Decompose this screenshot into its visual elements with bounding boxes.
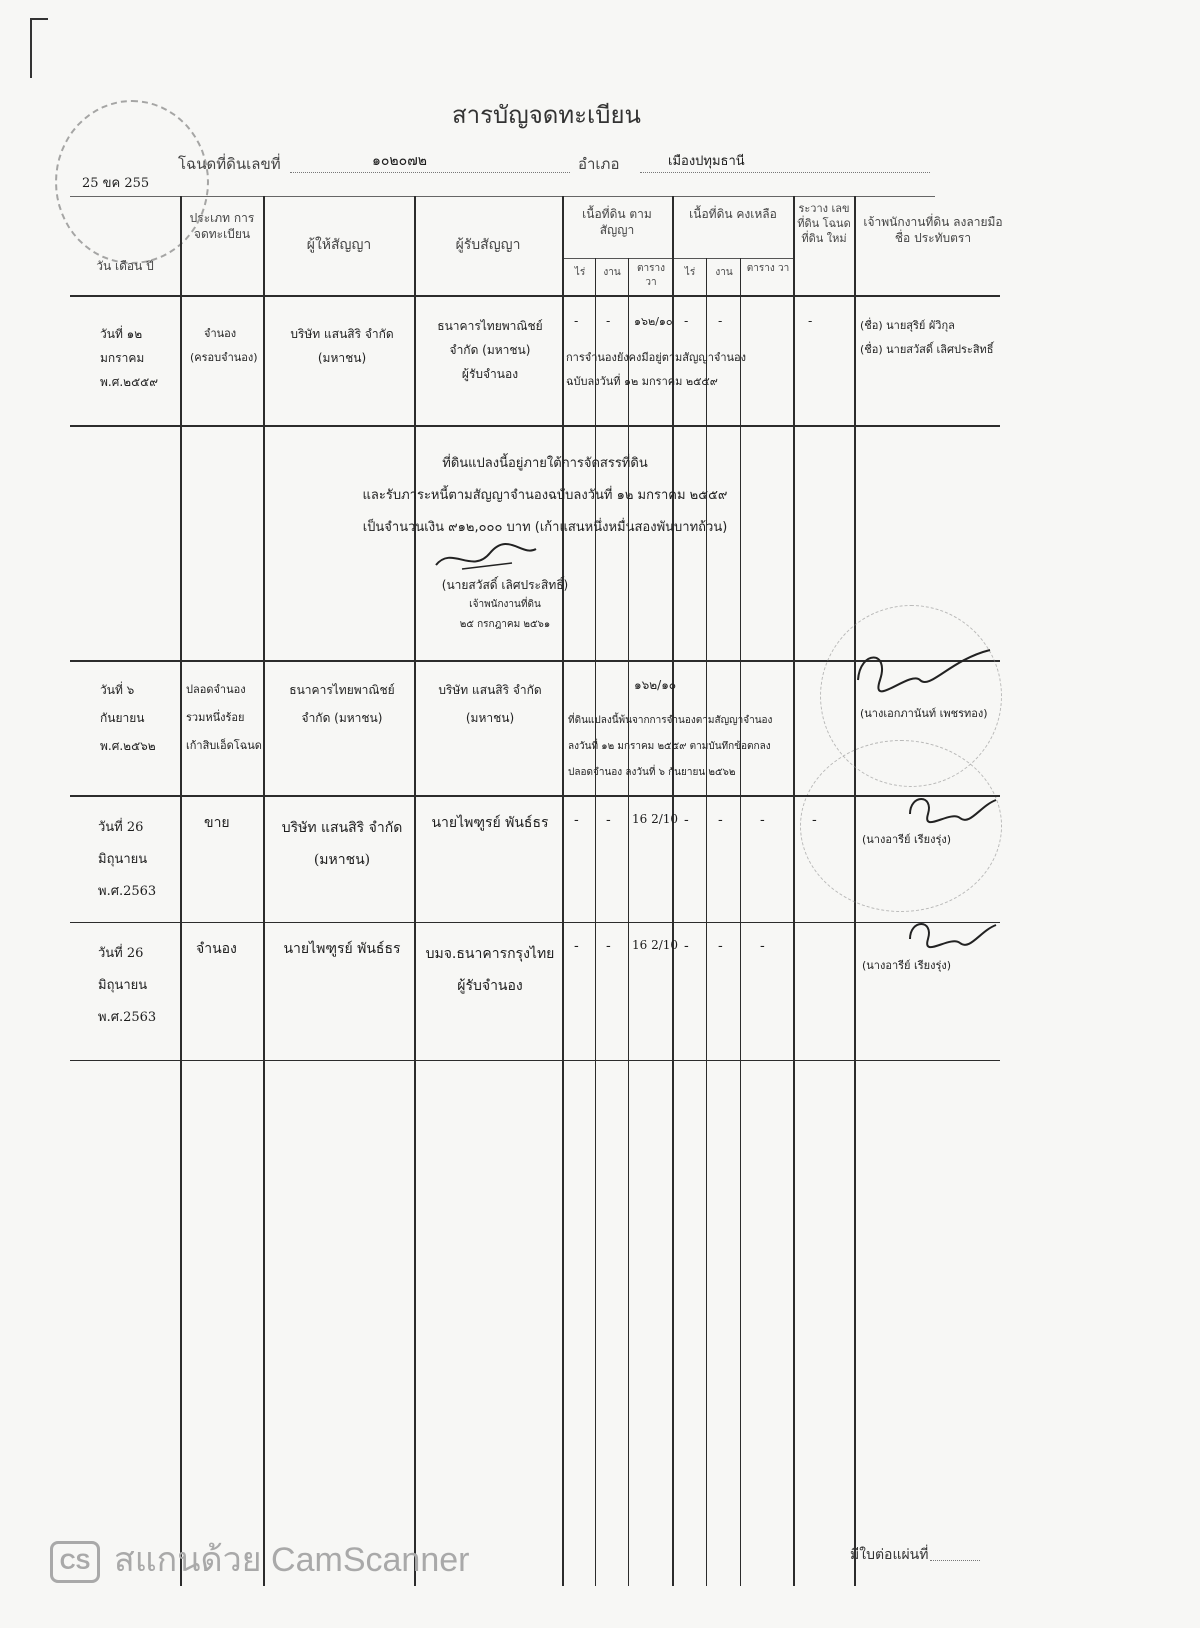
land-office-signatory: (นายสวัสดิ์ เลิศประสิทธิ์) เจ้าพนักงานที่ดิน ๒๕ กรกฎาคม ๒๕๖๑: [441, 578, 569, 630]
area-subheader-line: [562, 258, 794, 259]
entry2-note: ที่ดินแปลงนี้พ้นจากการจำนองตามสัญญาจำนอง ลงวันที่ ๑๒ มกราคม ๒๕๕๙ ตามบันทึกข้อตกลง ปลอดจำนอง ลงวันที่ ๖ กันยายน ๒๕๖๒: [568, 715, 773, 778]
page-title: สารบัญจดทะเบียน: [452, 101, 641, 129]
continued-label: มีใบต่อแผ่นที่: [850, 1547, 929, 1563]
entry4-rem-ngan: -: [718, 938, 723, 954]
stamp-date: 25 ขค 255: [82, 176, 150, 191]
entry4-grantee: บมจ.ธนาคารกรุงไทย ผู้รับจำนอง: [425, 946, 555, 994]
entry3-rem-wa: -: [760, 812, 765, 828]
entry1-rem-ngan: -: [718, 314, 723, 328]
entry2-grantee: บริษัท แสนสิริ จำกัด (มหาชน): [438, 683, 542, 725]
corner-mark: [30, 18, 48, 20]
header-grantor: ผู้ให้สัญญา: [306, 237, 372, 253]
entry1-officer: (ชื่อ) นายสุริย์ ผัวิกุล (ชื่อ) นายสวัสดิ์ เลิศประสิทธิ์: [860, 319, 994, 356]
entry2-signature: [850, 640, 1000, 700]
officer-signature: [432, 535, 542, 575]
district-label: อำเภอ: [578, 155, 620, 173]
entry1-grantee: ธนาคารไทยพาณิชย์ จำกัด (มหาชน) ผู้รับจำนอง: [437, 319, 543, 381]
entry2-type: ปลอดจำนอง รวมหนึ่งร้อย เก้าสิบเอ็ดโฉนด: [186, 683, 262, 752]
table-top-border: [70, 196, 935, 197]
entry3-signature: [900, 790, 1000, 830]
header-date: วัน เดือน ปี: [96, 259, 154, 273]
entry4-rai: -: [574, 938, 579, 954]
header-area-contract: เนื้อที่ดิน ตามสัญญา: [582, 207, 652, 238]
entry2-grantor: ธนาคารไทยพาณิชย์ จำกัด (มหาชน): [289, 683, 395, 725]
col-divider-type: [263, 196, 265, 1586]
entry2-officer: (นางเอกภานันท์ เพชรทอง): [860, 707, 988, 720]
camscanner-logo-icon: CS: [50, 1541, 100, 1583]
entry1-grantor: บริษัท แสนสิริ จำกัด (มหาชน): [290, 327, 394, 365]
table-header-bottom: [70, 295, 1000, 297]
entry2-date: วันที่ ๖ กันยายน พ.ศ.๒๕๖๒: [100, 683, 156, 753]
entry3-bottom-line: [70, 922, 1000, 923]
header-type: ประเภท การ จดทะเบียน: [189, 211, 255, 242]
entry4-type: จำนอง: [196, 941, 237, 957]
entry3-new-parcel: -: [812, 812, 817, 828]
entry1-note: การจำนองยังคงมีอยู่ตามสัญญาจำนอง ฉบับลงวันที่ ๑๒ มกราคม ๒๕๕๙: [566, 351, 747, 388]
entry2-wa: ๑๖๒/๑๐: [634, 678, 677, 692]
entry1-new-parcel: -: [808, 314, 813, 328]
entry4-date: วันที่ 26 มิถุนายน พ.ศ.2563: [98, 946, 157, 1025]
entry4-grantor: นายไพฑูรย์ พันธ์ธร: [283, 941, 401, 957]
entry1-ngan: -: [606, 314, 611, 328]
header-rem-rai: ไร่: [684, 267, 696, 278]
entry3-rem-rai: -: [684, 812, 689, 828]
entry4-rem-rai: -: [684, 938, 689, 954]
deed-dotted-line: [290, 172, 570, 173]
entry1-date: วันที่ ๑๒ มกราคม พ.ศ.๒๕๕๙: [100, 327, 159, 389]
col-divider-date: [180, 196, 182, 1586]
entry3-date: วันที่ 26 มิถุนายน พ.ศ.2563: [98, 820, 157, 899]
col-divider-grantor: [414, 196, 416, 1586]
entry1-bottom-line: [70, 425, 1000, 427]
header-rem-ngan: งาน: [715, 267, 733, 278]
continued-dotted-line: [930, 1560, 980, 1561]
entry3-rem-ngan: -: [718, 812, 723, 828]
deed-number: ๑๐๒๐๗๒: [372, 153, 427, 169]
col-divider-area-contract: [672, 196, 674, 1586]
entry4-signature: [900, 915, 1000, 955]
entry1-rem-rai: -: [684, 314, 689, 328]
entry4-officer: (นางอารีย์ เรียงรุ่ง): [862, 959, 952, 972]
header-new-parcel: ระวาง เลขที่ดิน โฉนดที่ดิน ใหม่: [797, 202, 851, 245]
entry3-grantee: นายไพฑูรย์ พันธ์ธร: [431, 815, 549, 831]
entry1-type: จำนอง (ครอบจำนอง): [190, 327, 258, 364]
entry3-grantor: บริษัท แสนสิริ จำกัด (มหาชน): [281, 820, 403, 868]
deed-label: โฉนดที่ดินเลขที่: [178, 155, 281, 173]
entry4-bottom-line: [70, 1060, 1000, 1061]
district-dotted-line: [640, 172, 930, 173]
header-rem-wa: ตาราง วา: [746, 263, 790, 274]
land-office-note: ที่ดินแปลงนี้อยู่ภายใต้การจัดสรรที่ดิน และรับภาระหนี้ตามสัญญาจำนองฉบับลงวันที่ ๑๒ มกราคม ๒๕๕๙ เป็นจำนวนเงิน ๙๑๒,๐๐๐ บาท (เก้าแสนหนึ่งหมื่นสองพันบาทถ้วน): [362, 456, 728, 535]
entry3-officer: (นางอารีย์ เรียงรุ่ง): [862, 833, 952, 846]
header-wa: ตาราง วา: [637, 263, 665, 288]
corner-mark-vertical: [30, 18, 32, 78]
entry4-rem-wa: -: [760, 938, 765, 954]
entry1-wa: ๑๖๒/๑๐: [634, 315, 673, 328]
entry3-wa: 16 2/10: [632, 812, 679, 826]
header-grantee: ผู้รับสัญญา: [455, 237, 521, 253]
header-ngan: งาน: [603, 267, 621, 278]
col-divider-area-remaining: [793, 196, 795, 1586]
entry3-rai: -: [574, 812, 579, 828]
entry4-ngan: -: [606, 938, 611, 954]
entry3-ngan: -: [606, 812, 611, 828]
watermark-text: สแกนด้วย CamScanner: [114, 1541, 470, 1579]
camscanner-watermark: [50, 1532, 469, 1586]
entry2-bottom-line: [70, 795, 1000, 797]
header-officer: เจ้าพนักงานที่ดิน ลงลายมือชื่อ ประทับตรา: [863, 215, 1003, 246]
entry4-wa: 16 2/10: [632, 938, 679, 952]
col-divider-grantee: [562, 196, 564, 1586]
entry3-type: ขาย: [204, 815, 230, 831]
entry1-rai: -: [574, 314, 579, 328]
header-rai: ไร่: [574, 267, 586, 278]
header-area-remaining: เนื้อที่ดิน คงเหลือ: [689, 207, 777, 221]
district-value: เมืองปทุมธานี: [668, 154, 745, 169]
